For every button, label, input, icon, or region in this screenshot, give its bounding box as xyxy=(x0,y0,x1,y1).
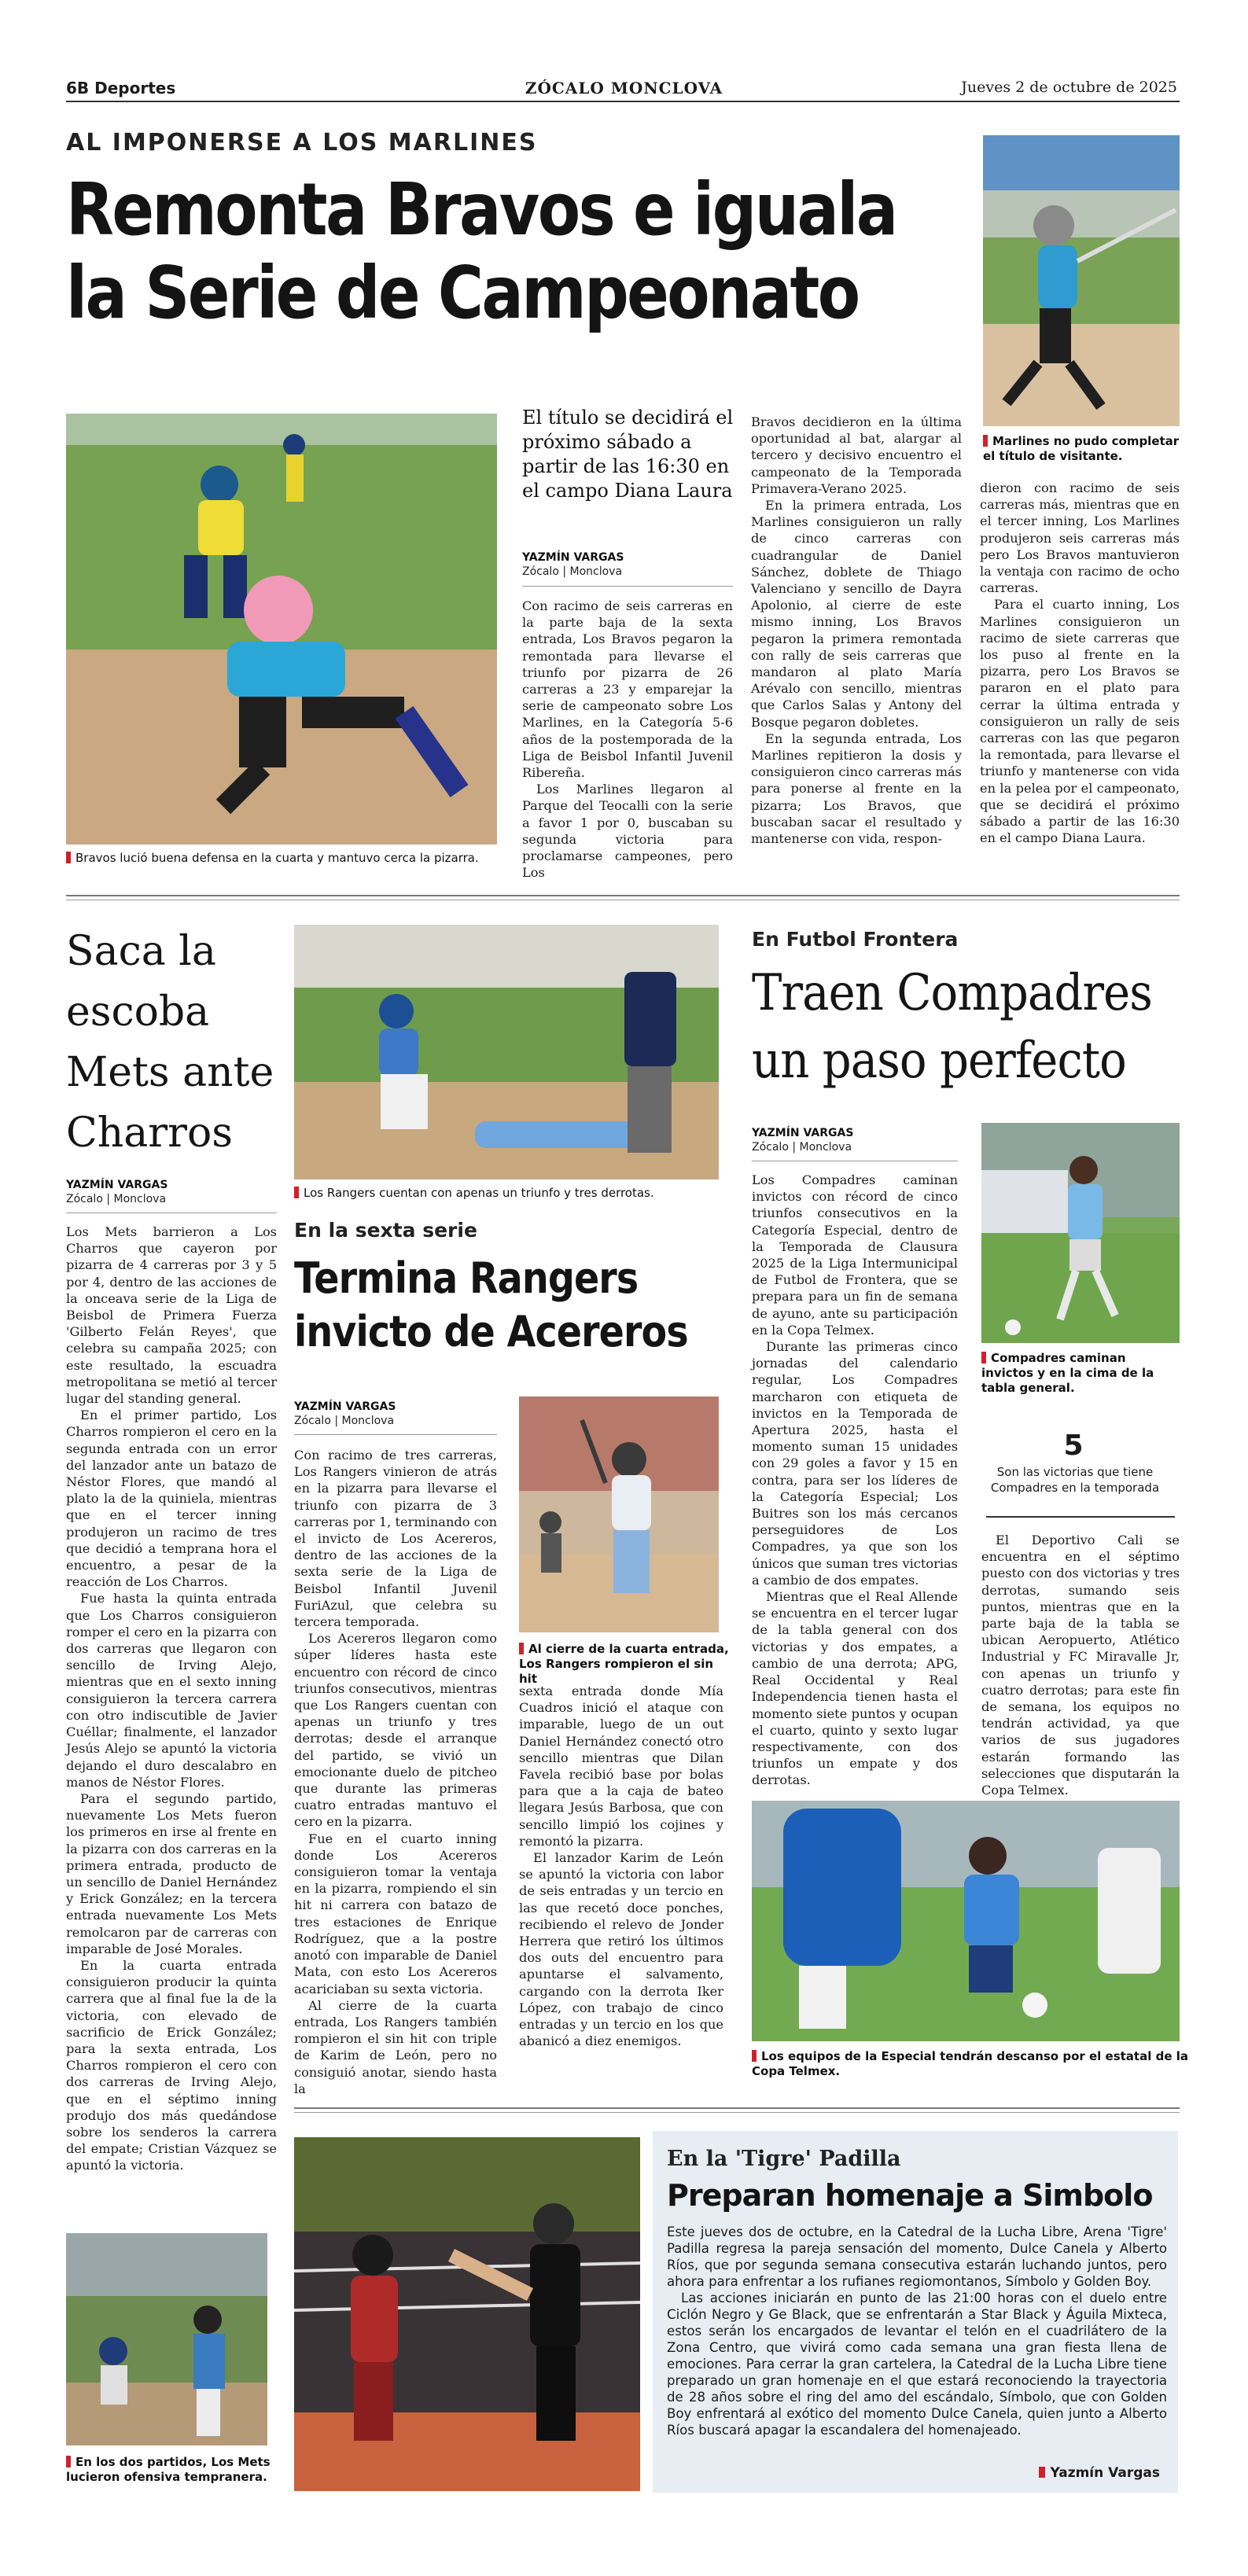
paragraph: El lanzador Karim de León se apuntó la victoria con labor de seis entradas y un tercio en las que recetó doce ponches, recibiendo el relevo de Jonder Herrera que retiró los últimos dos outs del encuentro para apuntarse el salvamento, cargando con la derrota Iker López, con trabajo de cinco entradas y un tercio en los que abanicó a diez enemigos. xyxy=(519,1850,723,2049)
stat-number: 5 xyxy=(1063,1430,1084,1462)
main-headline-line2: la Serie de Campeonato xyxy=(66,251,859,335)
byline-rule xyxy=(294,1434,497,1435)
rangers-byline xyxy=(294,1400,506,1428)
compadres-kicker: En Futbol Frontera xyxy=(752,928,959,951)
compadres-player-photo xyxy=(981,1123,1180,1343)
paragraph: En la segunda entrada, Los Marlines repitieron la dosis y consiguieron cinco carreras más para ponerse al frente en la pizarra; Los Bravos, que buscaban sacar el resultado y mantenerse con vida, respon- xyxy=(751,730,962,847)
paragraph: Para el cuarto inning, Los Marlines consiguieron un racimo de siete carreras que los puso al frente en la pizarra, pero Los Bravos se pararon en el plato para cerrar la última entrada y consiguieron un rally de seis carreras con las que pegaron la remontada, para llevarse el triunfo y mantenerse con vida en la pelea por el campeonato, que se decidirá el próximo sábado a partir de las 16:30 en el campo Diana Laura. xyxy=(980,597,1180,846)
section-label: 6B Deportes xyxy=(66,79,176,98)
compadres-byline xyxy=(752,1126,964,1154)
rangers-caption-small: Al cierre de la cuarta entrada, Los Rangers rompieron el sin hit xyxy=(519,1642,729,1686)
caption-marker xyxy=(981,1352,986,1363)
compadres-headline xyxy=(752,959,1152,1095)
rangers-col-1 xyxy=(294,1447,497,2096)
main-deck: El título se decidirá el próximo sábado a partir de las 16:30 en el campo Diana Laura xyxy=(522,407,734,502)
paragraph: Los Marlines llegaron al Parque del Teocalli con la serie a favor 1 por 0, buscaban su segunda victoria para proclamarse campeones, pero Los xyxy=(522,782,733,881)
rangers-caption-top: Los Rangers cuentan con apenas un triunfo y tres derrotas. xyxy=(294,1186,734,1201)
newspaper-name: ZÓCALO MONCLOVA xyxy=(525,79,723,98)
paragraph: Fue hasta la quinta entrada que Los Charros consiguieron romper el cero en la pizarra con dos carreras que llegaron con sencillo de Irving Alejo, mientras que en el sexto inning consiguieron la tercera carrera con otro indiscutible de Javier Cuéllar; finalmente, el lanzador Jesús Alejo se apuntó la victoria dejando el duro descalabro en manos de Néstor Flores. xyxy=(66,1591,277,1790)
lucha-kicker: En la 'Tigre' Padilla xyxy=(667,2147,901,2171)
paragraph: Los Acereros llegaron como súper líderes hasta este encuentro con récord de cinco triunfos consecutivos, mientras que Los Rangers cuentan con apenas un triunfo y tres derrotas; desde el arranque del partido, se vivió un emocionante duelo de pitcheo que durante las primeras cuatro entradas mantuvo el cero en la pizarra. xyxy=(294,1631,497,1830)
byline-rule xyxy=(522,586,733,587)
section-divider-bottom xyxy=(294,2112,1180,2113)
main-col-3 xyxy=(980,480,1180,861)
paragraph: En la primera entrada, Los Marlines consiguieron un rally de cinco carreras con cuadrangular de Daniel Sánchez, doblete de Thiago Valenciano y sencillo de Dayra Apolonio, al cierre de este mismo inning, Los Bravos pegaron la primera remontada con rally de seis carreras que mandaron al plato María Arévalo con sencillo, mientras que Carlos Salas y Antony del Bosque pegaron dobletes. xyxy=(751,498,962,730)
compadres-col-2 xyxy=(981,1532,1180,1799)
byline-place: Zócalo | Monclova xyxy=(294,1415,395,1427)
paragraph: Al cierre de la cuarta entrada, Los Rangers también rompieron el sin hit con triple de Karim de León, pero no consiguió anotar, siendo hasta la xyxy=(294,1997,497,2096)
byline-place: Zócalo | Monclova xyxy=(522,565,623,578)
mets-headline: Saca la escoba Mets ante Charros xyxy=(66,928,274,1157)
rangers-headline-line2: invicto de Acereros xyxy=(294,1307,688,1356)
paragraph: Las acciones iniciarán en punto de las 21:00 horas con el duelo entre Ciclón Negro y Ge Black, que se enfrentarán a Star Black y Águila Mixteca, estos serán los encargados de levantar el telón en el cuadrilátero de la Zona Centro, que vivirá como cada semana una gran fiesta llena de emociones. Para cerrar la gran cartelera, la Catedral de la Lucha Libre tiene preparado un gran homenaje en el que estará reconociendo la trayectoria de 28 años sobre el ring del amo del escándalo, Símbolo, que con Golden Boy enfrentará al exótico del momento Dulce Canela, quien junto a Alberto Ríos buscará apagar la escandalera del homenajeado. xyxy=(667,2291,1167,2438)
main-kicker: AL IMPONERSE A LOS MARLINES xyxy=(66,129,538,156)
paragraph: sexta entrada donde Mía Cuadros inició el ataque con imparable, luego de un out Daniel Hernández conectó otro sencillo mientras que Dilan Favela recibió base por bolas para que a la caja de bateo llegara Jesús Barbosa, que con sencillo limpió los cojines y remontó la pizarra. xyxy=(519,1684,723,1849)
section-divider-bottom xyxy=(294,2107,1180,2109)
main-col-1 xyxy=(522,598,733,881)
paragraph: El Deportivo Cali se encuentra en el séptimo puesto con dos victorias y tres derrotas, sumando seis puntos, mientras que en la parte baja de la tabla se ubican Aeropuerto, Atlético Industrial y FC Miravalle Jr, con apenas un triunfo y cuatro derrotas; para este fin de semana, los equipos no tendrán actividad, ya que varios de sus jugadores estarán formando las selecciones que disputarán la Copa Telmex. xyxy=(981,1533,1180,1798)
compadres-headline-line1: Traen Compadres xyxy=(752,964,1152,1022)
caption-marker xyxy=(983,435,988,447)
mets-byline xyxy=(66,1178,286,1206)
caption-main-photo: Bravos lució buena defensa en la cuarta y mantuvo cerca la pizarra. xyxy=(66,851,506,866)
byline-name: YAZMÍN VARGAS xyxy=(752,1127,854,1139)
issue-date: Jueves 2 de octubre de 2025 xyxy=(961,79,1177,96)
compadres-caption-top: Compadres caminan invictos y en la cima de la tabla general. xyxy=(981,1351,1154,1395)
section-divider xyxy=(66,895,1180,896)
lucha-headline: Preparan homenaje a Simbolo xyxy=(667,2178,1153,2213)
caption-marker xyxy=(519,1643,524,1654)
compadres-caption-bottom: Los equipos de la Especial tendrán descanso por el estatal de la Copa Telmex. xyxy=(752,2049,1188,2078)
rangers-slide-photo xyxy=(294,925,719,1179)
paragraph: En la cuarta entrada consiguieron producir la quinta carrera que al final fue la de la victoria, con elevado de sacrificio de Erick González; para la sexta entrada, Los Charros rompieron el cero con dos carreras de Irving Alejo, que en el séptimo inning produjo dos más quedándose sobre los senderos la carrera del empate; Cristian Vázquez se apuntó la victoria. xyxy=(66,1957,277,2173)
rangers-headline-line1: Termina Rangers xyxy=(294,1253,639,1303)
byline-name: YAZMÍN VARGAS xyxy=(522,551,624,564)
rangers-kicker: En la sexta serie xyxy=(294,1219,477,1242)
caption-marker xyxy=(66,852,71,863)
stat-rule xyxy=(986,1516,1175,1518)
mets-caption: En los dos partidos, Los Mets lucieron ofensiva tempranera. xyxy=(66,2455,271,2484)
mets-photo xyxy=(66,2233,267,2445)
lucha-body xyxy=(667,2224,1167,2467)
paragraph: Para el segundo partido, nuevamente Los Mets fueron los primeros en irse al frente en la pizarra con dos carreras en la primera entrada, producto de un sencillo de Daniel Hernández y Erick González; en la tercera entrada nuevamente Los Mets remolcaron par de carreras con imparable de José Morales. xyxy=(66,1790,277,1956)
main-col-2 xyxy=(751,414,962,858)
paragraph: Los Mets barrieron a Los Charros que cayeron por pizarra de 4 carreras por 3 y 5 por 4, dentro de las acciones de la onceava serie de la Liga de Beisbol de Primera Fuerza 'Gilberto Felán Reyes', que celebra su campaña 2025; con este resultado, la escuadra metropolitana se metió al tercer lugar del standing general. xyxy=(66,1224,277,1407)
compadres-col-1 xyxy=(752,1172,958,1801)
paragraph: Con racimo de tres carreras, Los Rangers vinieron de atrás en la pizarra para llevarse el triunfo con pizarra de 3 carreras por 1, terminando con el invicto de Los Acereros, dentro de las acciones de la sexta serie de la Liga de Beisbol Infantil Juvenil FuriAzul, que celebra su tercera temporada. xyxy=(294,1448,497,1630)
paragraph: Con racimo de seis carreras en la parte baja de la sexta entrada, Los Bravos pegaron la remontada para llevarse el triunfo por pizarra de 26 carreras a 23 y emparejar la serie de campeonato sobre Los Marlines, en la Categoría 5-6 años de la postemporada de la Liga de Beisbol Infantil Juvenil Ribereña. xyxy=(522,598,733,781)
signature-marker xyxy=(1039,2467,1045,2478)
main-headline xyxy=(66,167,896,335)
paragraph: Fue en el cuarto inning donde Los Acereros consiguieron tomar la ventaja en la pizarra, rompiendo el sin hit ni carrera con batazo de tres estaciones de Enrique Rodríguez, que a la postre anotó con imparable de Daniel Mata, con esto Los Acereros acariciaban su sexta victoria. xyxy=(294,1831,497,1996)
paragraph: Bravos decidieron en la última oportunidad al bat, alargar al tercero y decisivo encuentro el campeonato de la Temporada Primavera-Verano 2025. xyxy=(751,414,962,496)
byline-name: YAZMÍN VARGAS xyxy=(66,1179,168,1191)
byline-place: Zócalo | Monclova xyxy=(752,1141,852,1154)
marlines-batter-photo xyxy=(983,135,1180,426)
main-byline xyxy=(522,550,734,579)
byline-place: Zócalo | Monclova xyxy=(66,1193,167,1205)
paragraph: Durante las primeras cinco jornadas del calendario regular, Los Compadres marcharon con etiqueta de invictos en la Temporada de Apertura 2025, hasta el momento suman 15 unidades con 29 goles a favor y 15 en contra, para ser los líderes de la Categoría Especial; Los Buitres son los más cercanos perseguidores de Los Compadres, ya que son los únicos que suman tres victorias a cambio de dos empates. xyxy=(752,1339,958,1588)
byline-name: YAZMÍN VARGAS xyxy=(294,1400,396,1413)
rangers-col-2 xyxy=(519,1683,723,2080)
caption-marker xyxy=(294,1187,299,1198)
mets-body xyxy=(66,1224,277,2222)
caption-marker xyxy=(752,2050,757,2062)
paragraph: Los Compadres caminan invictos con récord de cinco triunfos consecutivos en la Categoría Especial, dentro de la Temporada de Clausura 2025 de la Liga Intermunicipal de Futbol de Frontera, que se prepara para un fin de semana de ayuno, ante su participación en la Copa Telmex. xyxy=(752,1172,958,1338)
rangers-headline xyxy=(294,1252,688,1359)
paragraph: En el primer partido, Los Charros rompieron el cero en la segunda entrada con un error del lanzador ante un batazo de Néstor Flores, que mandó al plato la de la quiniela, mientras que en el tercer inning produjeron un racimo de tres que decidió a temprana hora el encuentro, a pesar de la reacción de Los Charros. xyxy=(66,1408,277,1590)
compadres-match-photo xyxy=(752,1801,1180,2041)
caption-marker xyxy=(66,2456,71,2467)
paragraph: dieron con racimo de seis carreras más, mientras que en el tercer inning, Los Marlines produjeron seis carreras más pero Los Bravos mantuvieron la ventaja con racimo de ocho carreras. xyxy=(980,480,1180,596)
caption-side-photo: Marlines no pudo completar el título de visitante. xyxy=(983,434,1180,463)
paragraph: Mientras que el Real Allende se encuentra en el tercer lugar de la tabla general con dos victorias y dos empates, a cambio de una derrota; APG, Real Occidental y Real Independencia tienen hasta el momento siete puntos y ocupan el cuarto, quinto y sexto lugar respectivamente, con dos triunfos un empate y dos derrotas. xyxy=(752,1589,958,1788)
lucha-ring-photo xyxy=(294,2137,640,2491)
main-headline-line1: Remonta Bravos e iguala xyxy=(66,167,896,252)
header-rule xyxy=(66,101,1180,102)
lucha-signature: Yazmín Vargas xyxy=(1039,2465,1160,2481)
bravos-defense-photo xyxy=(66,414,497,845)
compadres-headline-line2: un paso perfecto xyxy=(752,1032,1126,1090)
stat-text: Son las victorias que tiene Compadres en la temporada xyxy=(990,1465,1160,1495)
rangers-batter-photo xyxy=(519,1397,719,1632)
paragraph: Este jueves dos de octubre, en la Catedral de la Lucha Libre, Arena 'Tigre' Padilla regresa la pareja sensación del momento, Dulce Canela y Alberto Ríos, que por segunda semana consecutiva estarán luchando juntos, pero ahora para enfrentar a los rufianes regiomontanos, Símbolo y Golden Boy. xyxy=(667,2225,1167,2289)
